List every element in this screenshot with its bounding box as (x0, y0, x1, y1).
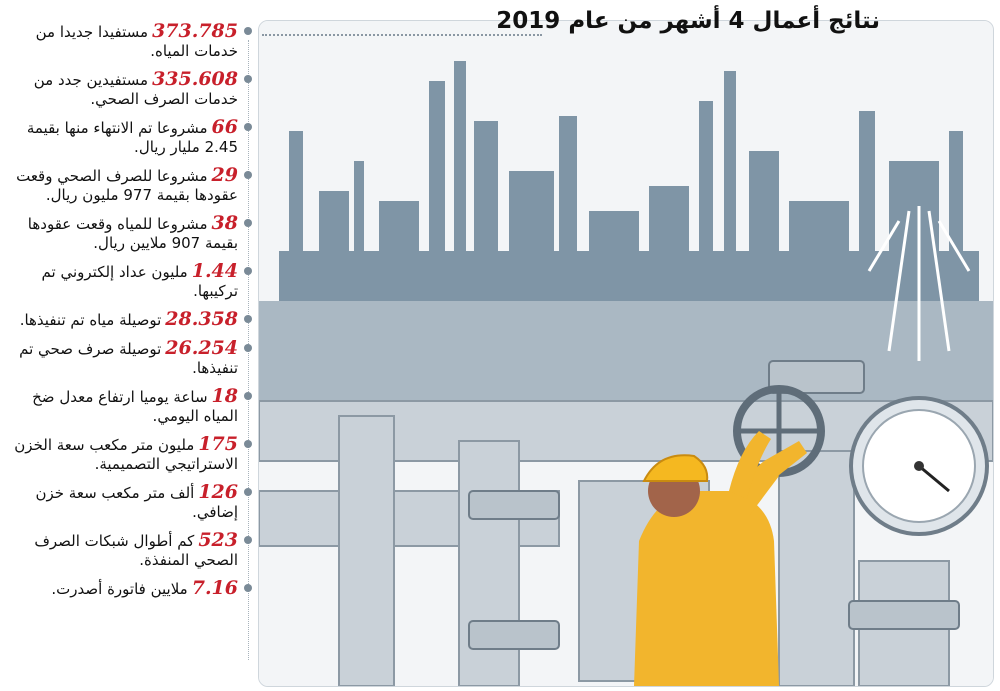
bullet-icon (244, 344, 252, 352)
bullet-icon (244, 171, 252, 179)
stat-text: مستفيدين جدد من خدمات الصرف الصحي. (33, 71, 238, 108)
stat-text: ألف متر مكعب سعة خزن إضافي. (35, 484, 238, 521)
stat-text: مشروعا تم الانتهاء منها بقيمة 2.45 مليار ريال. (26, 119, 238, 156)
stat-text: ساعة يوميا ارتفاع معدل ضخ المياه اليومي. (32, 388, 238, 425)
list-item (4, 214, 254, 253)
stat-number: 373.785 (152, 20, 238, 42)
stat-number: 175 (198, 433, 238, 455)
page-title: نتائج أعمال 4 أشهر من عام 2019 (496, 8, 880, 34)
bullet-icon (244, 392, 252, 400)
bullet-icon (244, 219, 252, 227)
list-item (4, 339, 254, 378)
stat-number: 523 (198, 529, 238, 551)
list-item (4, 483, 254, 522)
stat-number: 29 (211, 164, 238, 186)
list-item (4, 310, 254, 330)
stat-number: 38 (211, 212, 238, 234)
stat-text: توصيلة صرف صحي تم تنفيذها. (19, 340, 238, 377)
stat-number: 18 (211, 385, 238, 407)
list-item (4, 166, 254, 205)
pressure-gauge (851, 398, 987, 534)
list-item (4, 70, 254, 109)
list-item (4, 579, 254, 599)
bullet-icon (244, 584, 252, 592)
list-item (4, 262, 254, 301)
stat-number: 7.16 (191, 577, 238, 599)
stat-number: 28.358 (165, 308, 238, 330)
stats-list (4, 22, 254, 608)
stat-text: كم أطوال شبكات الصرف الصحي المنفذة. (34, 532, 238, 569)
list-item (4, 435, 254, 474)
stat-number: 335.608 (152, 68, 238, 90)
stat-number: 66 (211, 116, 238, 138)
water-plant-illustration (259, 21, 993, 686)
stat-text: ملايين فاتورة أصدرت. (51, 580, 188, 598)
stat-number: 126 (198, 481, 238, 503)
bullet-icon (244, 75, 252, 83)
stat-text: مشروعا للمياه وقعت عقودها بقيمة 907 ملايين ريال. (27, 215, 238, 252)
title-leader-line (262, 34, 542, 36)
stat-text: توصيلة مياه تم تنفيذها. (19, 311, 162, 329)
list-item (4, 387, 254, 426)
stat-text: مليون متر مكعب سعة الخزن الاستراتيجي التصميمية. (14, 436, 238, 473)
stat-text: مشروعا للصرف الصحي وقعت عقودها بقيمة 977 مليون ريال. (16, 167, 238, 204)
stat-number: 26.254 (165, 337, 238, 359)
bullet-icon (244, 27, 252, 35)
bullet-icon (244, 440, 252, 448)
bullet-icon (244, 315, 252, 323)
list-item (4, 531, 254, 570)
bullet-icon (244, 488, 252, 496)
stat-text: مليون عداد إلكتروني تم تركيبها. (41, 263, 238, 300)
list-item (4, 118, 254, 157)
list-item (4, 22, 254, 61)
bullet-icon (244, 123, 252, 131)
bullet-icon (244, 536, 252, 544)
illustration-panel (258, 20, 994, 687)
bullet-icon (244, 267, 252, 275)
stat-number: 1.44 (191, 260, 238, 282)
stat-text: مستفيدا جديدا من خدمات المياه. (35, 23, 238, 60)
